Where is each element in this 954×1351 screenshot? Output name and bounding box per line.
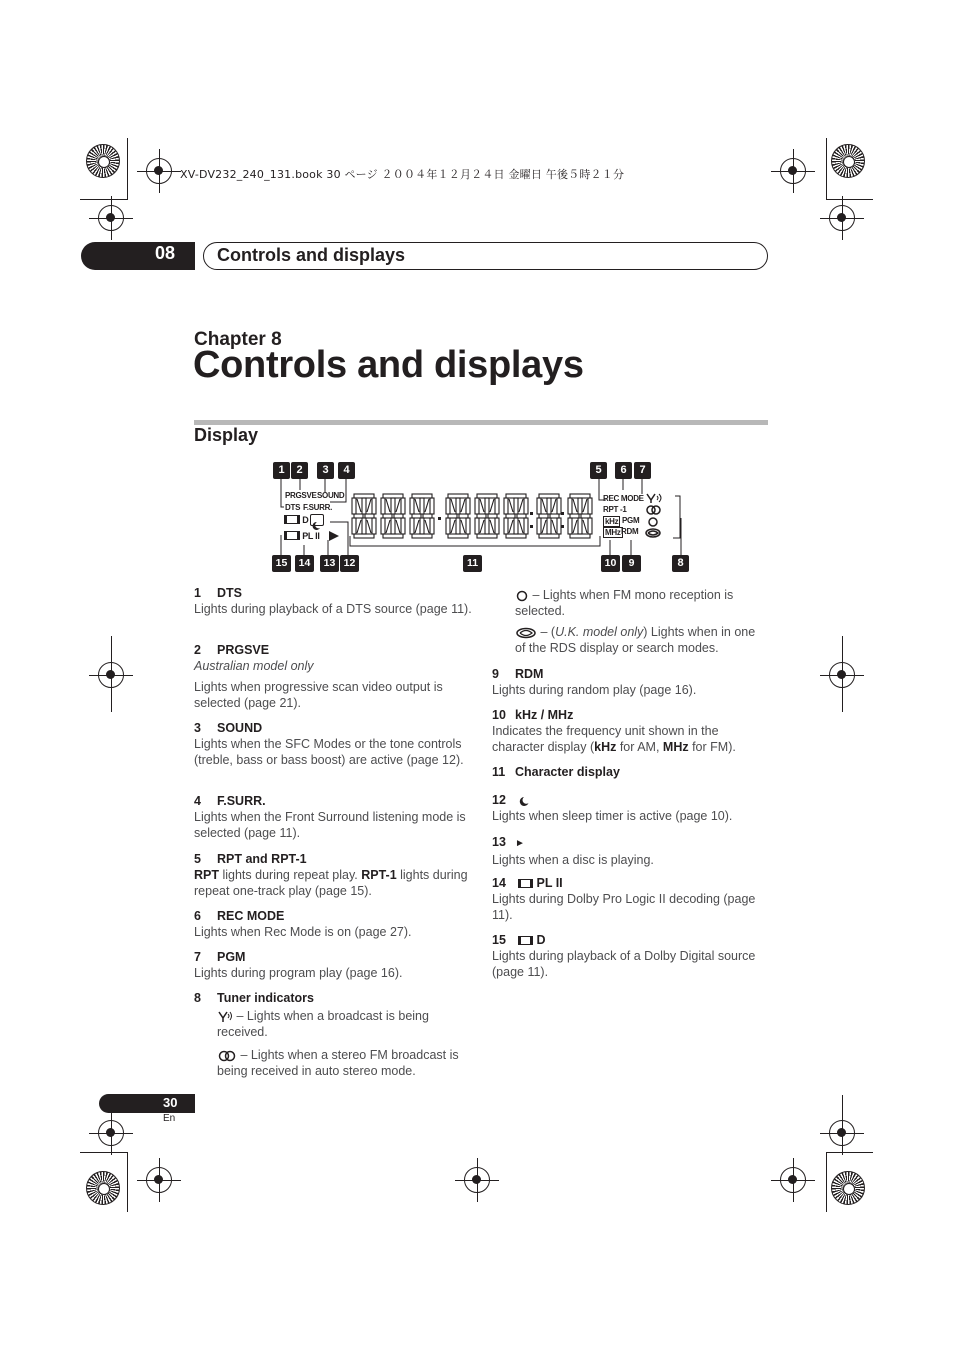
stereo-icon-right [652, 506, 660, 514]
label-mhz: MHz [605, 528, 621, 537]
sleep-moon-icon [311, 521, 322, 530]
callout-badge: 15 [272, 555, 291, 572]
page-number-pill [99, 1094, 195, 1113]
crop-line [111, 636, 112, 712]
item-tuner-indicators: 8 Tuner indicators – Lights when a broadcast is being received. – Lights when a stereo FM broadcast is being received in auto stereo mode. [194, 991, 459, 1078]
callout-badge: 2 [291, 462, 308, 479]
display-separator-dot [561, 512, 564, 515]
item-dts: 1 DTS Lights during playback of a DTS source (page 11). [194, 586, 472, 616]
label-khz: kHz [605, 517, 619, 526]
item-play: 13 ► Lights when a disc is playing. [492, 835, 654, 867]
character-display-segment [445, 492, 471, 540]
callout-badge: 5 [590, 462, 607, 479]
crop-line [127, 1152, 128, 1212]
play-indicator-icon [329, 531, 339, 541]
page-title: Controls and displays [193, 344, 584, 386]
registration-mark [146, 158, 172, 184]
label-prgsve: PRGSVE [285, 491, 317, 500]
chapter-tab [81, 242, 195, 270]
callout-badge: 6 [615, 462, 632, 479]
chapter-tab-number: 08 [155, 243, 176, 263]
callout-badge: 12 [340, 555, 359, 572]
callout-badge: 11 [463, 555, 482, 572]
item-rpt: 5 RPT and RPT-1 RPT lights during repeat play. RPT-1 lights during repeat one-track play (page 15). [194, 852, 468, 898]
display-diagram [270, 460, 690, 575]
label-rpt: RPT -1 [603, 505, 627, 514]
dolby-pl-indicator: PL II [284, 531, 320, 541]
registration-mark [464, 1167, 490, 1193]
item-khz-mhz: 10 kHz / MHz Indicates the frequency unit shown in the character display (kHz for AM, MHz for FM). [492, 708, 736, 754]
antenna-icon [217, 1011, 233, 1023]
antenna-signal-icon [657, 494, 661, 502]
dolby-icon [284, 515, 300, 524]
registration-mark [780, 158, 806, 184]
stereo-icon [217, 1050, 237, 1062]
item-pgm: 7 PGM Lights during program play (page 16). [194, 950, 403, 980]
callout-badge: 3 [317, 462, 334, 479]
crop-line [826, 199, 873, 200]
antenna-icon [647, 494, 655, 503]
character-display-segment [380, 492, 406, 540]
label-rdm: RDM [621, 527, 639, 536]
callout-badge: 14 [295, 555, 314, 572]
label-sound: SOUND [317, 491, 345, 500]
registration-starburst-top-right [831, 144, 865, 178]
section-divider [194, 420, 768, 425]
crop-line [80, 199, 127, 200]
dolby-d-indicator: D [284, 515, 308, 525]
callout-badge: 13 [320, 555, 339, 572]
item-rdm: 9 RDM Lights during random play (page 16). [492, 667, 697, 697]
crop-line [127, 138, 128, 200]
callout-badge: 4 [338, 462, 355, 479]
rds-icon-inner [648, 531, 658, 535]
dolby-icon [518, 936, 533, 945]
display-separator-dot [438, 517, 441, 520]
sleep-icon-box [310, 514, 324, 526]
character-display-segment [503, 492, 529, 540]
tuner-indicators [644, 492, 666, 540]
callout-badge: 1 [273, 462, 290, 479]
item-sleep: 12 Lights when sleep timer is active (page 10). [492, 793, 733, 823]
display-separator-dot [561, 525, 564, 528]
label-rec-mode: REC MODE [603, 494, 644, 503]
character-display-segment [351, 492, 377, 540]
item-dolby-pl2: 14 PL II Lights during Dolby Pro Logic II decoding (page 11). [492, 876, 756, 922]
chapter-label: Chapter 8 [194, 329, 282, 350]
registration-starburst-bottom-left [86, 1171, 120, 1205]
item-character-display: 11 Character display [492, 765, 620, 779]
label-dts: DTS [285, 503, 301, 512]
callout-badge: 10 [601, 555, 620, 572]
item-fsurr: 4 F.SURR. Lights when the Front Surround listening mode is selected (page 11). [194, 794, 466, 840]
item-prgsve: 2 PRGSVE Australian model only Lights when progressive scan video output is selected (page 21). [194, 643, 443, 710]
item-dolby-digital: 15 D Lights during playback of a Dolby Digital source (page 11). [492, 933, 756, 979]
item-mono: – Lights when FM mono reception is selected. – (U.K. model only) Lights when in one of the RDS display or search modes. [515, 588, 756, 655]
book-file-header: XV-DV232_240_131.book 30 ページ ２００４年１２月２４日 金曜日 午後５時２１分 [180, 168, 625, 181]
label-fsurr: F.SURR. [303, 503, 333, 512]
callout-badge: 8 [672, 555, 689, 572]
character-display-segment [409, 492, 435, 540]
crop-line [826, 1152, 873, 1153]
registration-mark [146, 1167, 172, 1193]
sleep-moon-icon [518, 795, 530, 807]
crop-line [842, 1095, 843, 1135]
mono-icon [649, 518, 657, 526]
crop-line [80, 1152, 127, 1153]
section-title: Display [194, 425, 259, 445]
display-separator-dot [530, 512, 533, 515]
registration-mark [98, 1120, 124, 1146]
rds-icon [515, 627, 537, 639]
crop-line [842, 636, 843, 712]
character-display-segment [567, 492, 593, 540]
registration-starburst-bottom-right [831, 1171, 865, 1205]
dolby-icon [284, 531, 300, 540]
crop-line [826, 1152, 827, 1212]
crop-line [826, 138, 827, 200]
label-pgm: PGM [622, 516, 640, 525]
chapter-header-title: Controls and displays [217, 245, 406, 265]
character-display-segment [474, 492, 500, 540]
registration-mark [780, 1167, 806, 1193]
item-sound: 3 SOUND Lights when the SFC Modes or the tone controls (treble, bass or bass boost) are active (page 12). [194, 721, 464, 767]
character-display-segment [536, 492, 562, 540]
page-language: En [163, 1113, 176, 1124]
dolby-icon [518, 879, 533, 888]
mono-icon [515, 590, 529, 602]
registration-mark [98, 205, 124, 231]
registration-starburst-top-left [86, 144, 120, 178]
registration-mark [829, 205, 855, 231]
item-rec-mode: 6 REC MODE Lights when Rec Mode is on (page 27). [194, 909, 412, 939]
display-separator-dot [530, 525, 533, 528]
callout-badge: 9 [622, 555, 641, 572]
callout-badge: 7 [634, 462, 651, 479]
page-number: 30 [163, 1095, 178, 1110]
